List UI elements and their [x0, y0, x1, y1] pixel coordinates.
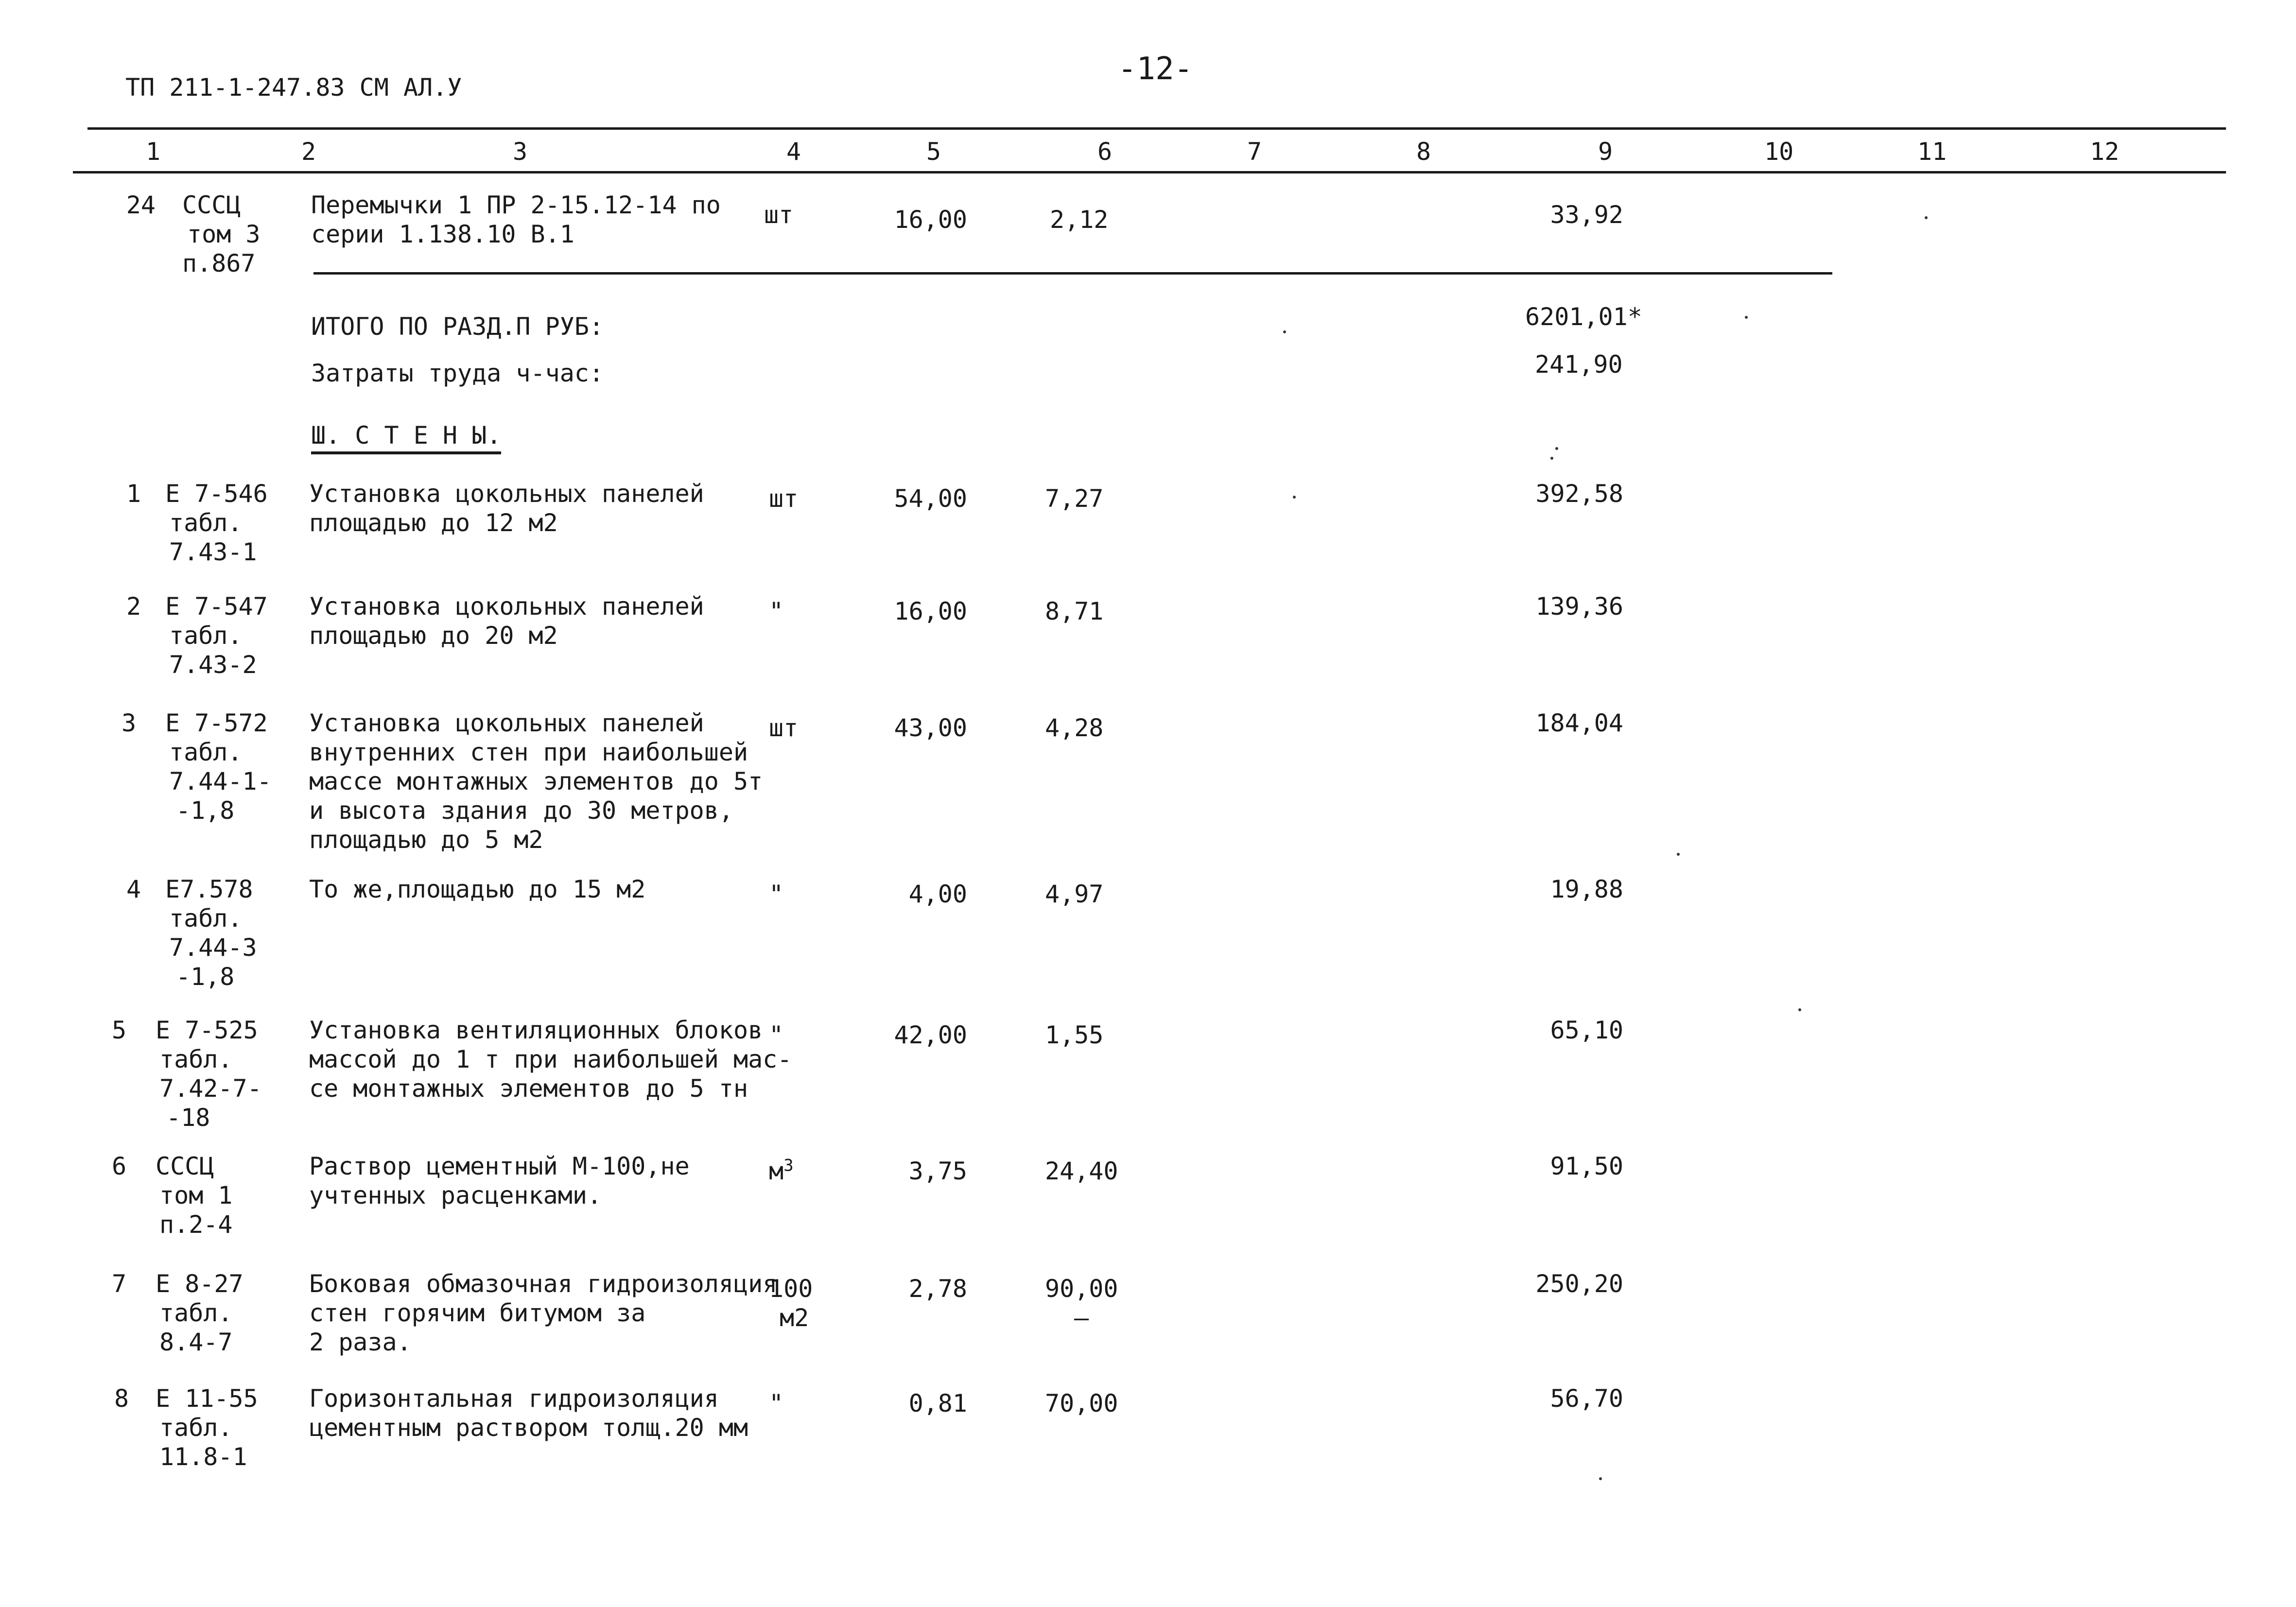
- labor-cost-value: 241,90: [1535, 350, 1623, 379]
- row-unit: шт: [769, 484, 799, 513]
- column-number: 7: [1247, 138, 1262, 166]
- row-code: Е 8-27 табл. 8.4-7: [156, 1270, 244, 1356]
- row-unit-price: 24,40: [1045, 1157, 1118, 1185]
- row-unit-price: 90,00: [1045, 1275, 1118, 1303]
- section-total-label: ИТОГО ПО РАЗД.П РУБ:: [311, 312, 604, 341]
- row-unit: 100 м2: [769, 1275, 813, 1332]
- row-total: 392,58: [1535, 480, 1623, 508]
- row-quantity: 43,00: [894, 714, 967, 742]
- row-quantity: 0,81: [908, 1389, 967, 1417]
- row-code: Е 7-547 табл. 7.43-2: [165, 592, 268, 679]
- row-description: Перемычки 1 ПР 2-15.12-14 по серии 1.138.10 В.1: [311, 191, 721, 248]
- row-description: Установка вентиляционных блоков массой до 1 т при наибольшей мас- се монтажных элементов до 5 тн: [309, 1016, 792, 1103]
- row-quantity: 2,78: [908, 1275, 967, 1303]
- row-number: 2: [126, 592, 141, 621]
- scan-speck: [1925, 216, 1928, 219]
- row-quantity: 16,00: [894, 206, 967, 234]
- row-number: 3: [122, 709, 137, 737]
- table-top-rule: [87, 127, 2226, 130]
- row-unit: ": [769, 1389, 784, 1417]
- row-number: 24: [126, 191, 156, 219]
- row-unit: ": [769, 1021, 784, 1049]
- row-unit-price: 4,97: [1045, 880, 1104, 908]
- scan-speck: [1550, 457, 1553, 460]
- column-number: 5: [926, 138, 941, 166]
- row-unit: шт: [764, 201, 794, 229]
- column-number: 4: [786, 138, 801, 166]
- row-unit-price: 7,27: [1045, 484, 1104, 513]
- row-description: Установка цокольных панелей внутренних стен при наибольшей массе монтажных элементов до 5т и высота здания до 30 метров, площадью до 5 м2: [309, 709, 763, 854]
- scan-speck: [1745, 316, 1748, 319]
- row-code: СССЦ том 3 п.867: [182, 191, 261, 277]
- row-quantity: 42,00: [894, 1021, 967, 1049]
- row-number: 6: [112, 1152, 127, 1180]
- column-number: 6: [1097, 138, 1113, 166]
- scan-speck: [1798, 1008, 1801, 1011]
- scan-speck: [1555, 447, 1558, 450]
- row-description: То же,площадью до 15 м2: [309, 875, 646, 903]
- row-quantity: 3,75: [908, 1157, 967, 1185]
- row-total: 19,88: [1550, 875, 1623, 903]
- row-total: 65,10: [1550, 1016, 1623, 1044]
- row-description: Горизонтальная гидроизоляция цементным раствором толщ.20 мм: [309, 1384, 748, 1442]
- row-description: Боковая обмазочная гидроизоляция стен горячим битумом за 2 раза.: [309, 1270, 778, 1356]
- row-unit: шт: [769, 714, 799, 742]
- row-unit-price: 4,28: [1045, 714, 1104, 742]
- column-number: 12: [2090, 138, 2120, 166]
- row-description: Раствор цементный М-100,не учтенных расценками.: [309, 1152, 690, 1210]
- row-quantity: 16,00: [894, 597, 967, 625]
- row-total: 184,04: [1535, 709, 1623, 737]
- row-unit: ": [769, 880, 784, 908]
- row-code: Е 7-572 табл. 7.44-1- -1,8: [165, 709, 272, 825]
- row-code: Е7.578 табл. 7.44-3 -1,8: [165, 875, 257, 991]
- labor-cost-label: Затраты труда ч-час:: [311, 359, 604, 387]
- row-total: 91,50: [1550, 1152, 1623, 1180]
- scan-speck: [1677, 853, 1680, 856]
- subtotal-rule: [313, 272, 1832, 275]
- column-number: 9: [1598, 138, 1613, 166]
- section-total-value: 6201,01*: [1525, 303, 1642, 331]
- row-unit: $м^3$: [769, 1156, 794, 1185]
- document-code: ТП 211-1-247.83 СМ АЛ.У: [125, 73, 462, 102]
- row-unit-price: 2,12: [1050, 206, 1109, 234]
- row-number: 7: [112, 1270, 127, 1298]
- scan-speck: [1283, 330, 1286, 333]
- scan-speck: [1599, 1477, 1602, 1480]
- row-number: 1: [126, 480, 141, 508]
- row-unit-price: 8,71: [1045, 597, 1104, 625]
- row-total: 56,70: [1550, 1384, 1623, 1413]
- column-number: 11: [1917, 138, 1947, 166]
- column-number: 1: [146, 138, 161, 166]
- column-header-rule: [73, 171, 2226, 173]
- row-price-mark: –: [1074, 1304, 1089, 1332]
- row-number: 5: [112, 1016, 127, 1044]
- row-unit-price: 70,00: [1045, 1389, 1118, 1417]
- row-total: 33,92: [1550, 201, 1623, 229]
- page-number: -12-: [1118, 51, 1193, 87]
- row-unit: ": [769, 597, 784, 625]
- row-code: СССЦ том 1 п.2-4: [156, 1152, 233, 1239]
- column-number: 8: [1416, 138, 1431, 166]
- column-number: 3: [513, 138, 528, 166]
- row-unit-price: 1,55: [1045, 1021, 1104, 1049]
- section-title: Ш. С Т Е Н Ы.: [311, 421, 501, 450]
- row-code: Е 7-546 табл. 7.43-1: [165, 480, 268, 566]
- row-code: Е 7-525 табл. 7.42-7- -18: [156, 1016, 262, 1132]
- row-quantity: 4,00: [908, 880, 967, 908]
- scan-speck: [1293, 496, 1296, 499]
- column-number: 2: [301, 138, 316, 166]
- row-description: Установка цокольных панелей площадью до 20 м2: [309, 592, 704, 650]
- row-total: 139,36: [1535, 592, 1623, 621]
- row-code: Е 11-55 табл. 11.8-1: [156, 1384, 258, 1471]
- row-quantity: 54,00: [894, 484, 967, 513]
- row-number: 4: [126, 875, 141, 903]
- row-total: 250,20: [1535, 1270, 1623, 1298]
- row-description: Установка цокольных панелей площадью до 12 м2: [309, 480, 704, 537]
- column-number: 10: [1764, 138, 1794, 166]
- row-number: 8: [114, 1384, 129, 1413]
